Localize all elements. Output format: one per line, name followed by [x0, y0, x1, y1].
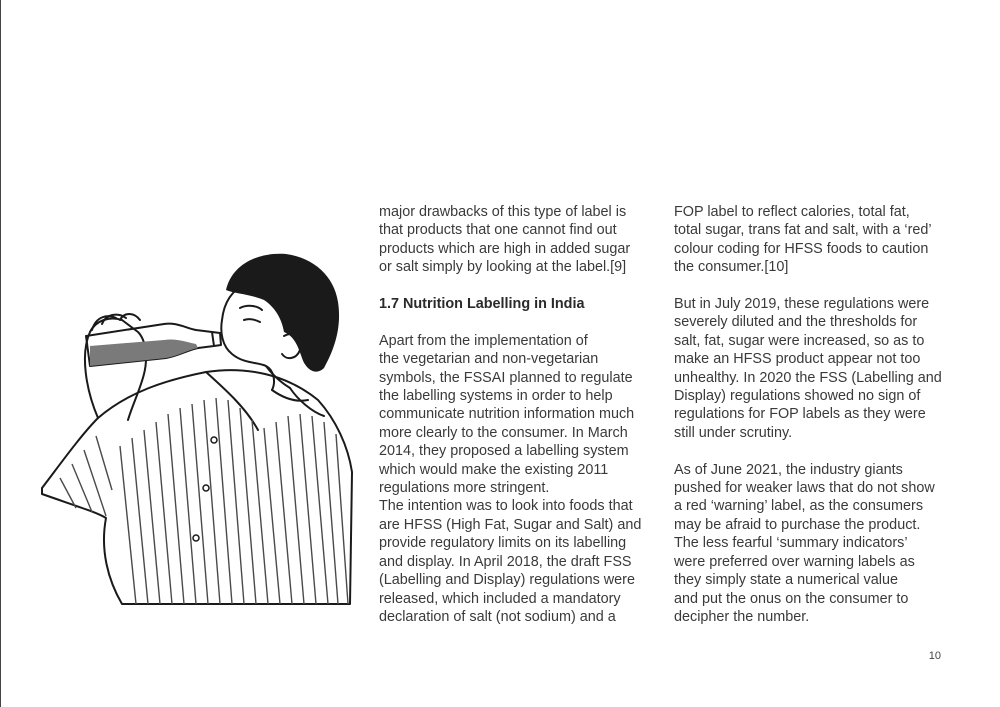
paragraph: Apart from the implementation of the vegetarian and non-vegetarian symbols, the FSSAI planned to regulate the labelling systems in order to help communicate nutrition information much more clearly to the consumer. In March 2014, they proposed a labelling system which would make the existing 2011 regulations more stringent. — [379, 332, 635, 497]
shirt-stripes — [60, 398, 348, 604]
eye — [244, 319, 260, 322]
text-column-right — [674, 203, 942, 626]
eyebrow — [240, 306, 262, 310]
man-drinking-illustration — [36, 250, 358, 612]
page-edge — [0, 0, 1, 707]
section-heading: 1.7 Nutrition Labelling in India — [379, 296, 585, 313]
bottle-liquid — [90, 339, 198, 366]
paragraph: major drawbacks of this type of label is that products that one cannot find out products which are high in added sugar or salt simply by looking at the label.[9] — [379, 204, 631, 276]
paragraph: The intention was to look into foods that are HFSS (High Fat, Sugar and Salt) and provide regulatory limits on its labelling and display. In April 2018, the draft FSS (Labelling and Display) regulations were released, which included a mandatory declaration of salt (not sodium) and a — [379, 498, 642, 625]
text-column-left — [379, 203, 647, 626]
page-number: 10 — [928, 650, 941, 662]
section-nutrition-labelling — [379, 295, 647, 497]
paragraph: But in July 2019, these regulations were severely diluted and the thresholds for salt, fat, sugar were increased, so as to make an HFSS product appear not too unhealthy. In 2020 the FSS (Labelling and Display) regulations showed no sign of regulations for FOP labels as they were still under scrutiny. — [674, 296, 942, 441]
paragraph: As of June 2021, the industry giants pushed for weaker laws that do not show a red ‘warning’ label, as the consumers may be afraid to purchase the product. The less fearful ‘summary indicators’ were preferred over warning labels as they simply state a numerical value and put the onus on the consumer to decipher the number. — [674, 461, 935, 625]
paragraph: FOP label to reflect calories, total fat, total sugar, trans fat and salt, with a ‘red’ colour coding for HFSS foods to caution the consumer.[10] — [674, 204, 932, 276]
